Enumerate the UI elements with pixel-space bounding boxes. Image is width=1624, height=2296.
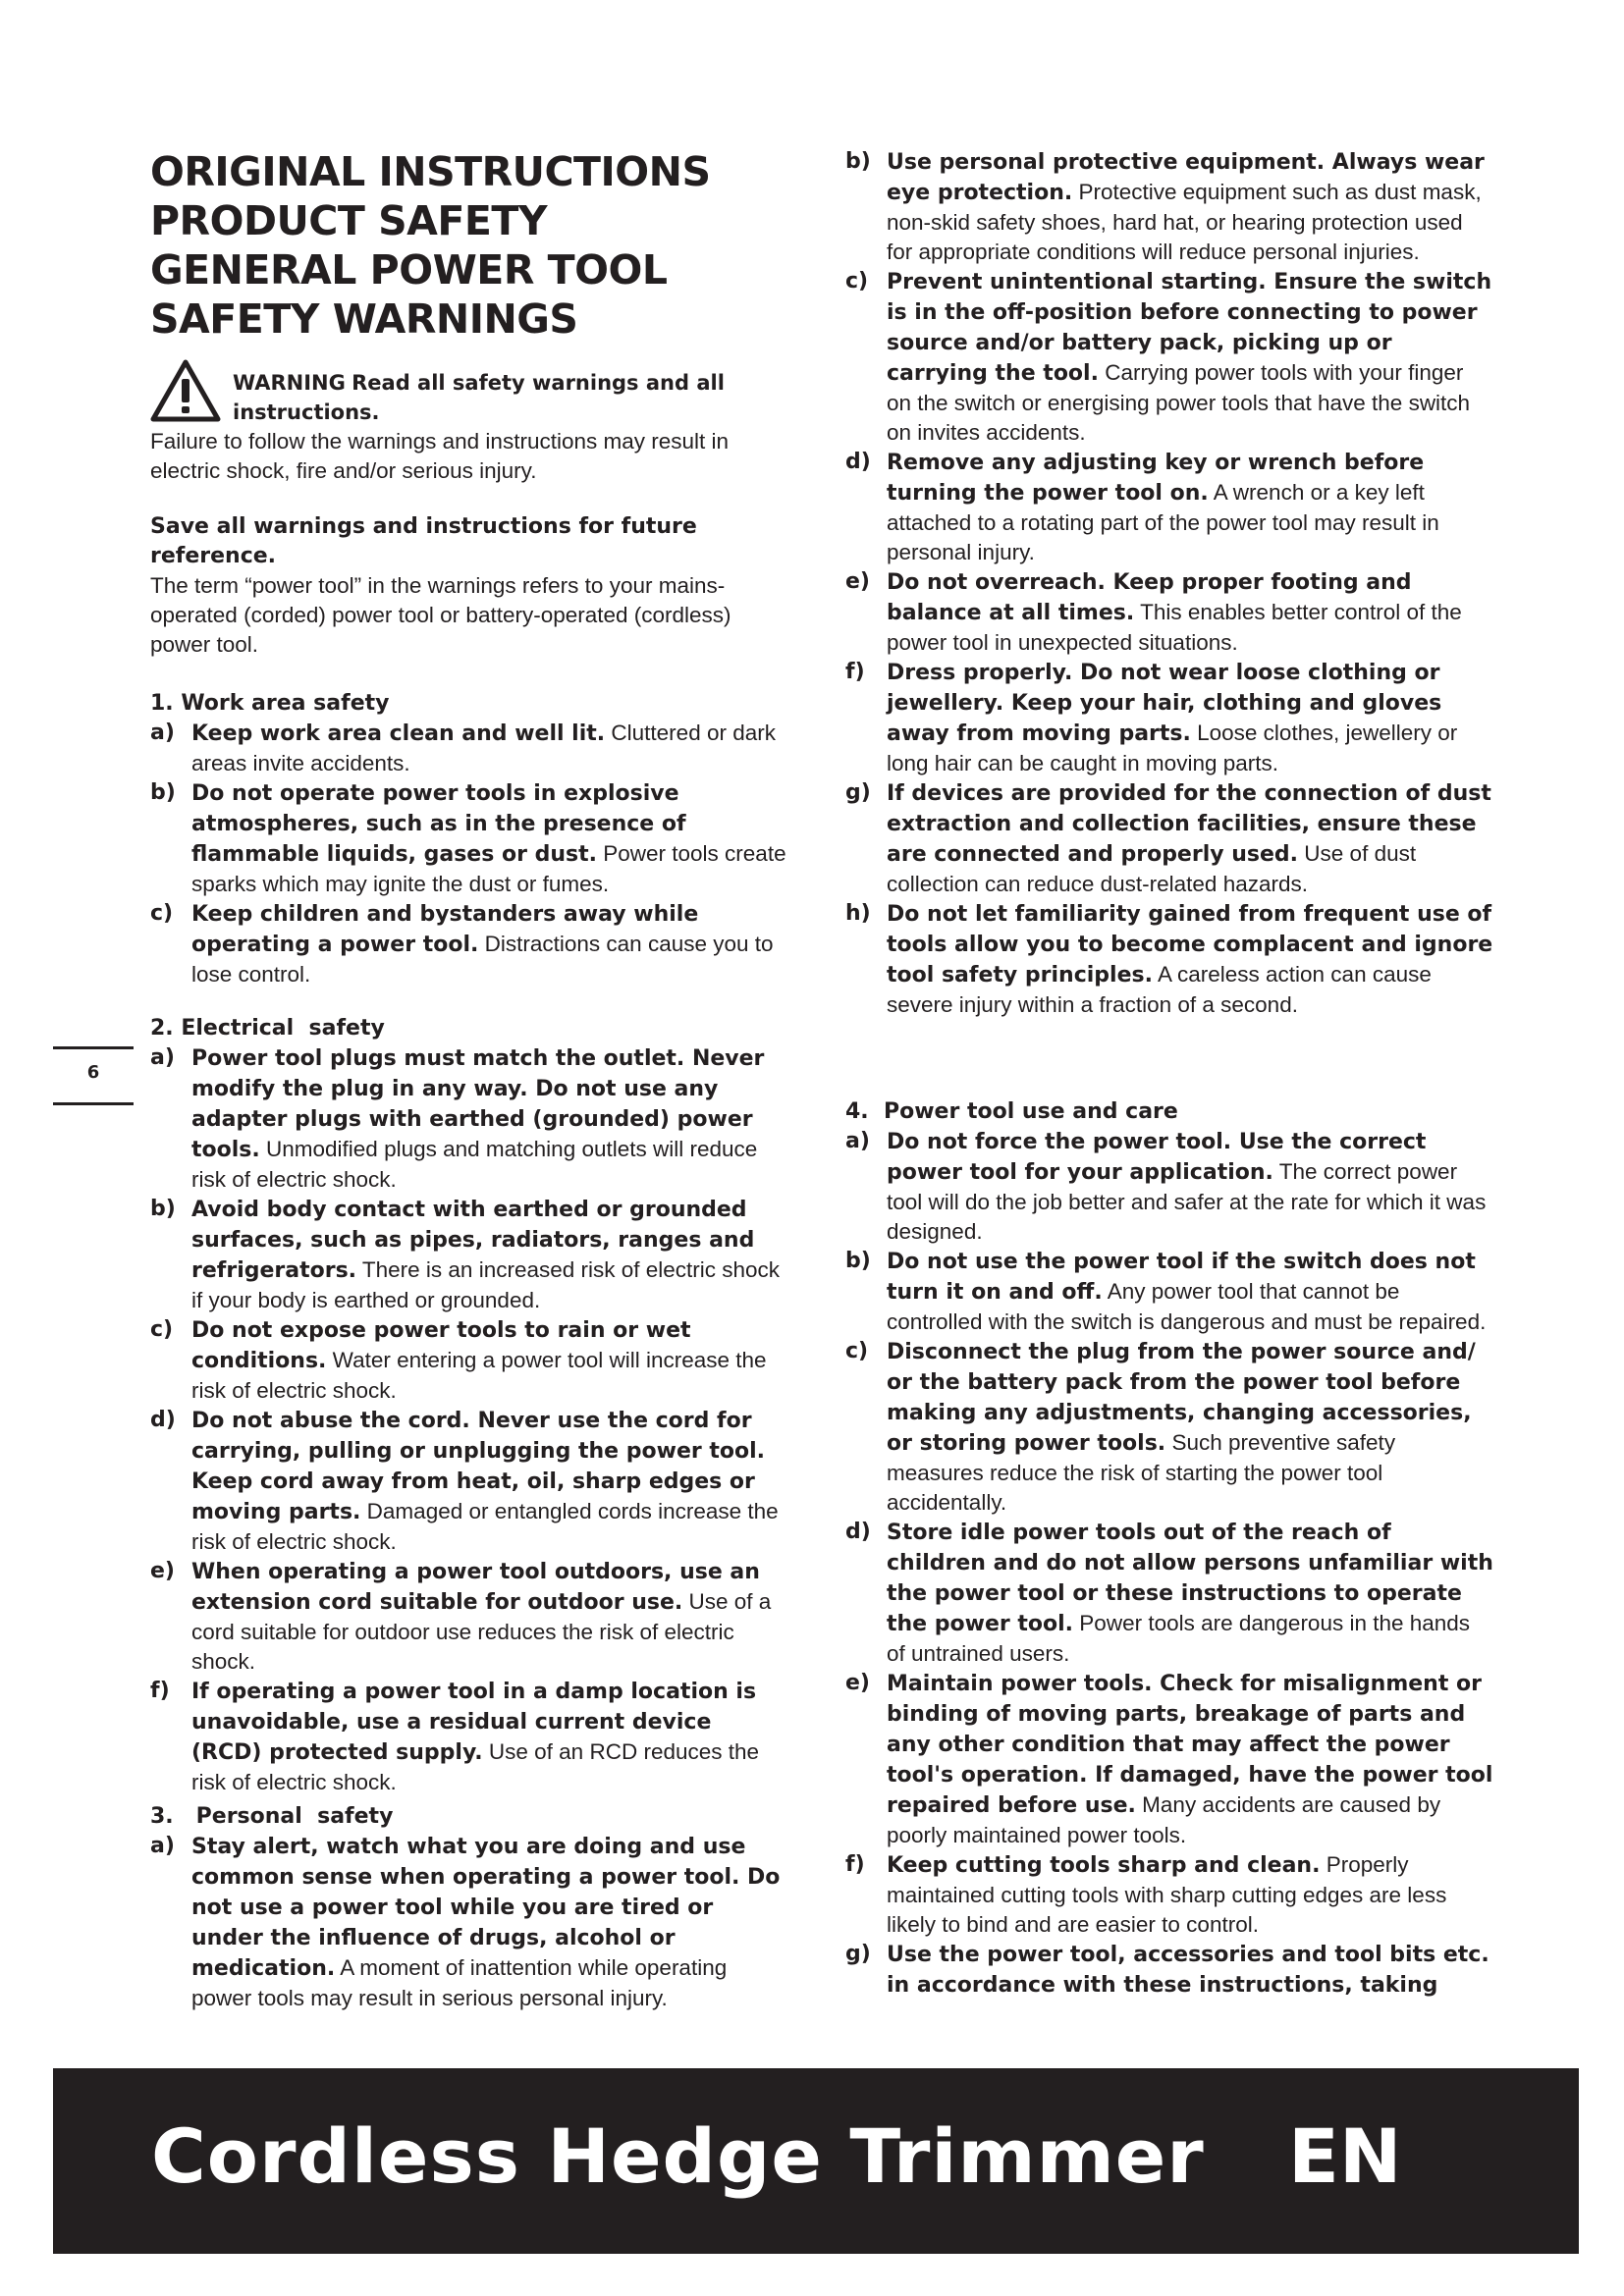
list-item: b) Avoid body contact with earthed or grounded surfaces, such as pipes, radiators, ranges and refrigerators. There is an increased risk of electric shock if your body is earthed or grounded. (150, 1197, 781, 1312)
list-item: f) If operating a power tool in a damp location is unavoidable, use a residual current device (RCD) protected supply. Use of an RCD reduces the risk of electric shock. (150, 1679, 760, 1794)
warning-bold: Read all safety warnings and all instructions. (233, 371, 725, 424)
save-title: Save all warnings and instructions for future reference. (150, 514, 697, 568)
section-heading: 1. Work area safety (150, 691, 390, 716)
list-item: h) Do not let familiarity gained from frequent use of tools allow you to become complacent and ignore tool safety principles. A careless action can cause severe injury within a fraction of a second. (845, 901, 1493, 1017)
list-item: d) Store idle power tools out of the reach of children and do not allow persons unfamiliar with the power tool or these instructions to operate the power tool. Power tools are dangerous in the hands of untrained users. (845, 1520, 1493, 1666)
page-number: 6 (86, 1062, 100, 1083)
save-block (150, 512, 788, 660)
list-item: a) Stay alert, watch what you are doing and use common sense when operating a power tool. Do not use a power tool while you are tired or under the influence of drugs, alcohol or medication. A moment of inattention while operating power tools may result in serious personal injury. (150, 1834, 781, 2010)
list-item: c) Disconnect the plug from the power source and/ or the battery pack from the power tool before making any adjustments, changing accessories, or storing power tools. Such preventive safety measures reduce the risk of starting the power tool accidentally. (845, 1339, 1476, 1515)
page-number-marker (53, 1046, 134, 1105)
list-item: b) Use personal protective equipment. Always wear eye protection. Protective equipment such as dust mask, non-skid safety shoes, hard hat, or hearing protection used for appropriate conditions will reduce personal injuries. (845, 149, 1485, 264)
divider (53, 1102, 134, 1105)
language-code: EN (1288, 2112, 1402, 2200)
list-item: d) Remove any adjusting key or wrench before turning the power tool on. A wrench or a key left attached to a rotating part of the power tool may result in personal injury. (845, 450, 1439, 564)
list-item: f) Keep cutting tools sharp and clean. Properly maintained cutting tools with sharp cutting edges are less likely to bind and are easier to control. (845, 1852, 1447, 1937)
page-title: ORIGINAL INSTRUCTIONS PRODUCT SAFETY GENERAL POWER TOOL SAFETY WARNINGS (150, 148, 711, 343)
list-item: c) Do not expose power tools to rain or wet conditions. Water entering a power tool will increase the risk of electric shock. (150, 1317, 767, 1403)
footer-band (53, 2068, 1579, 2254)
list-item: a) Keep work area clean and well lit. Cluttered or dark areas invite accidents. (150, 721, 776, 775)
list-item: e) Do not overreach. Keep proper footing and balance at all times. This enables better control of the power tool in unexpected situations. (845, 569, 1462, 655)
section-heading: 3. Personal safety (150, 1804, 394, 1829)
list-item: b) Do not operate power tools in explosive atmospheres, such as in the presence of flammable liquids, gases or dust. Power tools create sparks which may ignite the dust or fumes. (150, 780, 786, 896)
section-heading: 4. Power tool use and care (845, 1099, 1178, 1124)
list-item: e) Maintain power tools. Check for misalignment or binding of moving parts, breakage of parts and any other condition that may affect the power tool's operation. If damaged, have the power tool repaired before use. Many accidents are caused by poorly maintained power tools. (845, 1671, 1493, 1847)
list-item: e) When operating a power tool outdoors, use an extension cord suitable for outdoor use. Use of a cord suitable for outdoor use reduces the risk of electric shock. (150, 1559, 772, 1674)
section-heading: 2. Electrical safety (150, 1016, 385, 1041)
list-item: a) Power tool plugs must match the outlet. Never modify the plug in any way. Do not use any adapter plugs with earthed (grounded) power tools. Unmodified plugs and matching outlets will reduce risk of electric shock. (150, 1045, 765, 1192)
divider (53, 1046, 134, 1049)
section-personal-continued (845, 147, 1493, 1020)
list-item: c) Prevent unintentional starting. Ensure the switch is in the off-position before connecting to power source and/or battery pack, picking up or carrying the tool. Carrying power tools with your finger on the switch or energising power tools that have the switch on invites accidents. (845, 269, 1492, 445)
list-item: b) Do not use the power tool if the switch does not turn it on and off. Any power tool that cannot be controlled with the switch is dangerous and must be repaired. (845, 1249, 1487, 1334)
list-item: g) If devices are provided for the connection of dust extraction and collection facilities, ensure these are connected and properly used. Use of dust collection can reduce dust-related hazards. (845, 780, 1491, 896)
product-title: Cordless Hedge Trimmer (151, 2112, 1205, 2200)
warning-body: Failure to follow the warnings and instructions may result in electric shock, fire and/or serious injury. (150, 429, 730, 483)
section-power-tool-use (845, 1097, 1493, 2001)
list-item: g) Use the power tool, accessories and tool bits etc. in accordance with these instructions, taking (845, 1942, 1489, 1998)
warning-block (150, 359, 788, 486)
list-item: a) Do not force the power tool. Use the correct power tool for your application. The correct power tool will do the job better and safer at the rate for which it was designed. (845, 1129, 1487, 1244)
list-item: c) Keep children and bystanders away while operating a power tool. Distractions can cause you to lose control. (150, 901, 774, 987)
list-item: d) Do not abuse the cord. Never use the cord for carrying, pulling or unplugging the power tool. Keep cord away from heat, oil, sharp edges or moving parts. Damaged or entangled cords increase the risk of electric shock. (150, 1408, 779, 1554)
section-electrical (150, 1014, 788, 1797)
list-item: f) Dress properly. Do not wear loose clothing or jewellery. Keep your hair, clothing and gloves away from moving parts. Loose clothes, jewellery or long hair can be caught in moving parts. (845, 660, 1458, 775)
warning-triangle-icon (150, 359, 221, 422)
section-personal (150, 1802, 788, 2013)
save-text: The term “power tool” in the warnings refers to your mains-operated (corded) power tool or battery-operated (cordless) power tool. (150, 573, 731, 657)
warning-text (150, 359, 788, 427)
section-work-area (150, 689, 788, 989)
warning-label: WARNING (233, 371, 346, 395)
